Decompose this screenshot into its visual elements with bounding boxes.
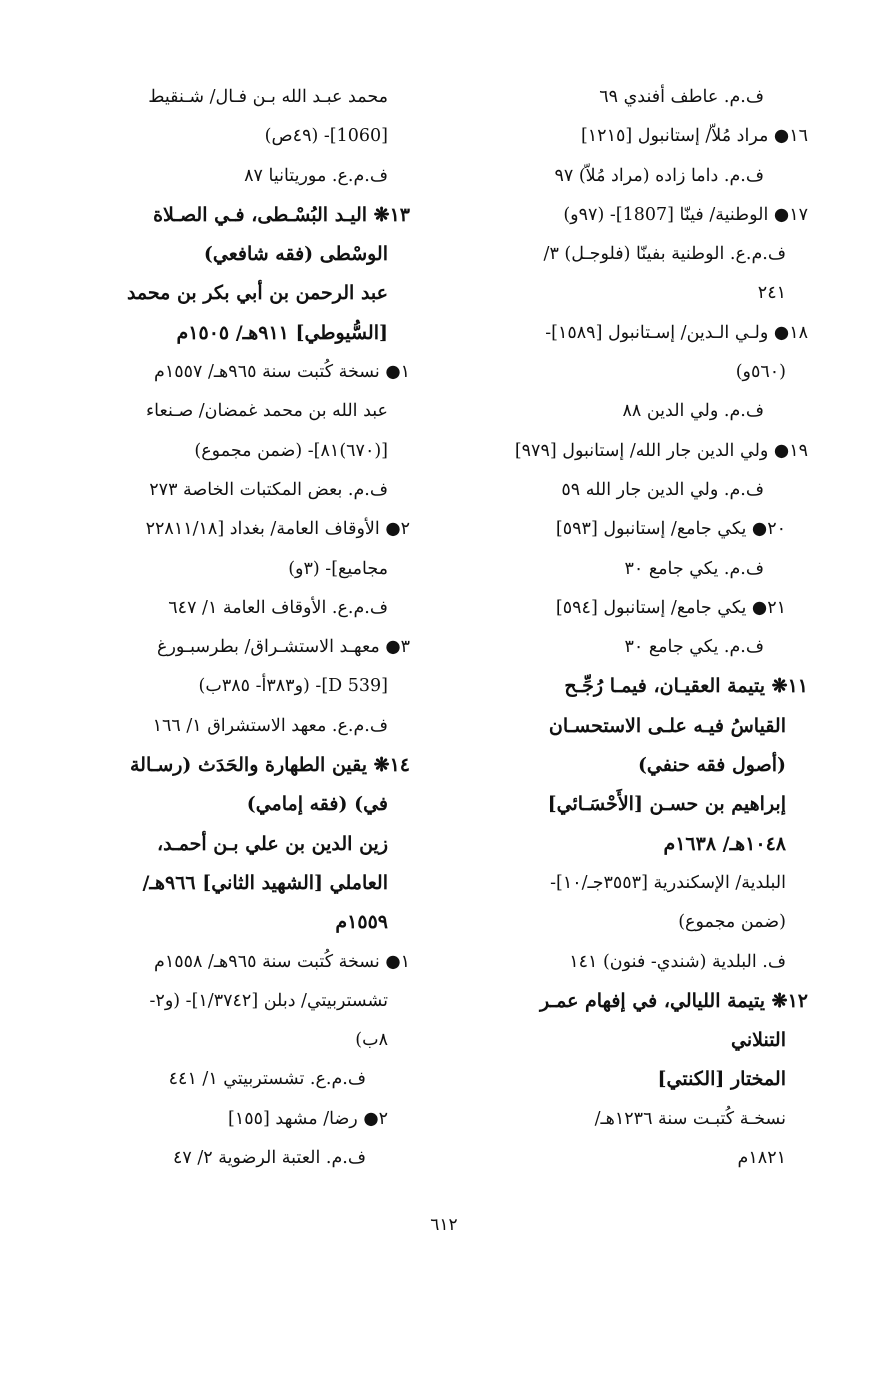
text-line: في) (فقه إمامي) — [246, 793, 388, 816]
text-line: ١٣❋ اليـد البُسْـطى، فـي الصـلاة — [153, 203, 410, 226]
text-line: ٢● رضا/ مشهد [١٥٥] — [228, 1108, 388, 1129]
right-column — [448, 78, 808, 1178]
text-line: (٥٦٠و) — [735, 362, 786, 383]
text-line: ف.م. عاطف أفندي ٦٩ — [599, 87, 764, 107]
text-line: (ضمن مجموع) — [678, 912, 786, 933]
text-line: عبد الله بن محمد غمضان/ صـنعاء — [145, 401, 388, 422]
text-line: ١● نسخة كُتبت سنة ٩٦٥هـ/ ١٥٥٨م — [154, 951, 410, 972]
text-line: ٣● معهـد الاستشـراق/ بطرسبـورغ — [157, 637, 410, 658]
text-line: مجاميع]- (٣و) — [288, 558, 388, 579]
text-line: ١٦● مراد مُلاّ/ إستانبول [١٢١٥] — [580, 126, 808, 147]
text-line: ١٨● ولـي الـدين/ إسـتانبول [١٥٨٩]- — [545, 322, 808, 343]
text-line: (أصول فقه حنفي) — [637, 754, 786, 777]
text-line: [السُّيوطي] ٩١١هـ/ ١٥٠٥م — [176, 321, 388, 344]
text-line: ف.م. يكي جامع ٣٠ — [624, 637, 764, 658]
text-line: ١٤❋ يقين الطهارة والحَدَث (رسـالة — [129, 754, 410, 777]
text-line: عبد الرحمن بن أبي بكر بن محمد — [126, 282, 388, 305]
text-line: ف.م. يكي جامع ٣٠ — [624, 558, 764, 579]
text-line: تشستربيتي/ دبلن [١/٣٧٤٢]- (و٢- — [149, 990, 388, 1011]
text-line: ٢١● يكي جامع/ إستانبول [٥٩٤] — [555, 597, 786, 618]
text-line: ١٨٢١م — [737, 1148, 786, 1169]
text-line: ف.م. العتبة الرضوية ٢/ ٤٧ — [172, 1148, 366, 1169]
text-line: ١٥٥٩م — [335, 911, 388, 934]
text-line: ١١❋ يتيمة العقيـان، فيمـا رُجِّـح — [564, 675, 808, 698]
text-line: ف.م.ع. الوطنية بفينّا (فلوجـل) ٣/ — [543, 244, 786, 265]
left-column — [70, 78, 410, 1178]
text-line: ١● نسخة كُتبت سنة ٩٦٥هـ/ ١٥٥٧م — [154, 362, 410, 383]
text-line: ف.م.ع. معهد الاستشراق ١/ ١٦٦ — [152, 715, 388, 736]
text-line: ف.م. ولي الدين ٨٨ — [622, 401, 764, 422]
text-line: ٢● الأوقاف العامة/ بغداد [٢٢٨١١/١٨ — [145, 519, 410, 540]
text-line: ف.م.ع. موريتانيا ٨٧ — [244, 165, 388, 186]
text-line: [(٦٧٠)٨١]- (ضمن مجموع) — [194, 440, 388, 461]
text-line: نسخـة كُتبـت سنة ١٢٣٦هـ/ — [594, 1108, 786, 1129]
text-line: الوسْطى (فقه شافعي) — [203, 243, 388, 266]
text-line: المختار [الكنتي] — [657, 1068, 786, 1091]
page-number: ٦١٢ — [430, 1215, 458, 1235]
text-line: ف. البلدية (شندي- فنون) ١٤١ — [569, 951, 786, 972]
text-line: ف.م.ع. تشستربيتي ١/ ٤٤١ — [168, 1069, 366, 1090]
text-line: ف.م.ع. الأوقاف العامة ١/ ٦٤٧ — [168, 597, 388, 618]
text-line: ف.م. ولي الدين جار الله ٥٩ — [561, 479, 764, 500]
text-line: [1060]- (٤٩ص) — [264, 126, 388, 147]
text-line: التنلاني — [731, 1029, 786, 1052]
text-line: ١٢❋ يتيمة الليالي، في إفهام عمـر — [540, 989, 808, 1012]
text-line: العاملي [الشهيد الثاني] ٩٦٦هـ/ — [142, 871, 388, 894]
text-line: ١٧● الوطنية/ فينّا [1807]- (٩٧و) — [563, 204, 808, 225]
text-line: ٢٠● يكي جامع/ إستانبول [٥٩٣] — [555, 519, 786, 540]
text-line: ١٩● ولي الدين جار الله/ إستانبول [٩٧٩] — [514, 440, 808, 461]
text-line: البلدية/ الإسكندرية [٣٥٥٣جـ/١٠]- — [550, 872, 786, 893]
text-line: محمد عبـد الله بـن فـال/ شـنقيط — [148, 87, 388, 107]
text-line: ف.م. داما زاده (مراد مُلاّ) ٩٧ — [554, 165, 764, 186]
text-line: ٢٤١ — [757, 283, 786, 304]
text-line: ف.م. بعض المكتبات الخاصة ٢٧٣ — [149, 479, 388, 500]
text-line: إبراهيم بن حسـن [الأَحْسَـائي] — [547, 793, 786, 816]
text-line: زين الدين بن علي بـن أحمـد، — [156, 832, 388, 855]
text-line: [D 539]- (و٣٨٣أ- ٣٨٥ب) — [198, 676, 388, 697]
text-line: القياسُ فيـه علـى الاستحسـان — [548, 714, 786, 737]
text-line: ١٠٤٨هـ/ ١٦٣٨م — [663, 832, 786, 855]
text-line: ٨ب) — [355, 1030, 388, 1051]
